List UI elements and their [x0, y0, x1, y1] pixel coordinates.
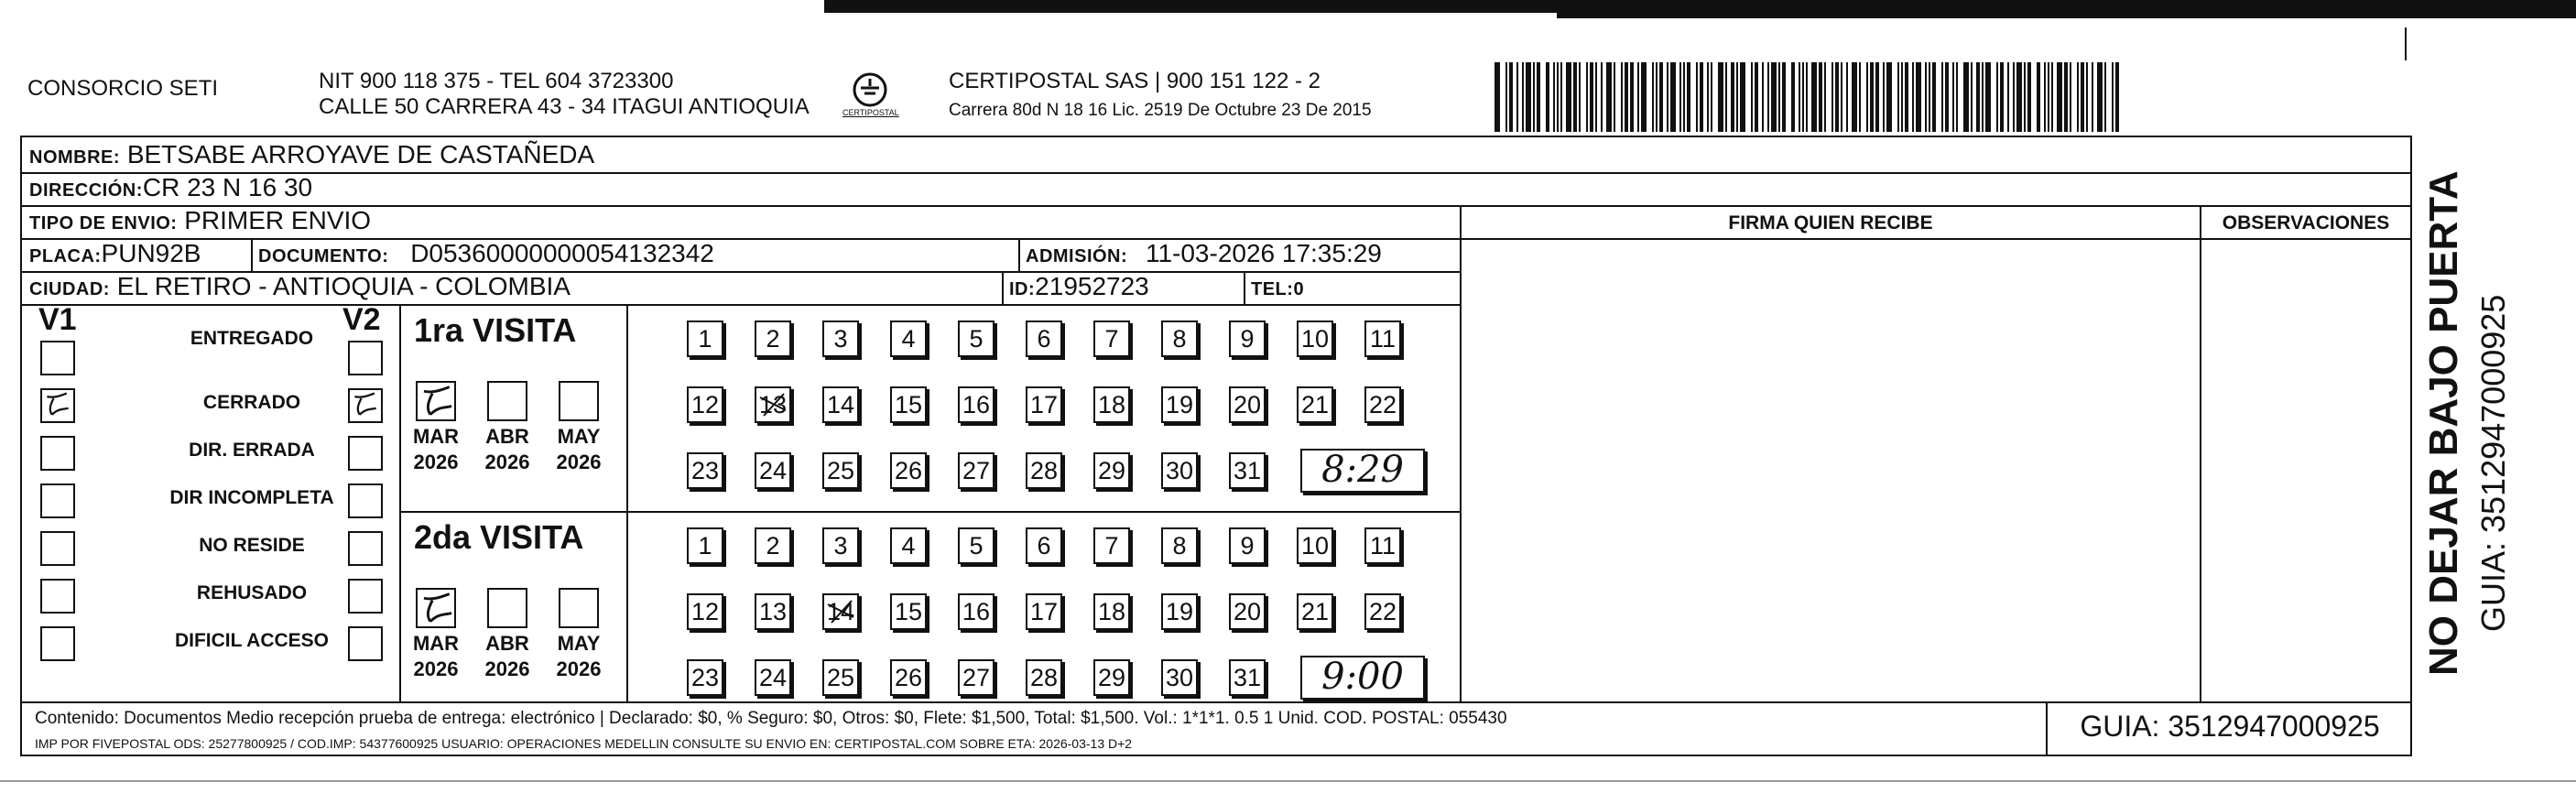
direccion-value: CR 23 N 16 30	[142, 173, 313, 201]
day-box: 12	[687, 593, 723, 630]
barcode-bar	[1625, 62, 1628, 132]
tel-field	[1251, 271, 1304, 305]
ciudad-label: CIUDAD:	[29, 279, 110, 299]
barcode-bar	[1791, 62, 1795, 132]
barcode-bar	[1718, 62, 1723, 132]
v2-header: V2	[342, 302, 381, 337]
barcode-bar	[1711, 62, 1712, 132]
barcode-bar	[1553, 62, 1555, 132]
month-checkbox	[487, 588, 527, 628]
day-box: 10	[1297, 320, 1333, 357]
barcode-bar	[1932, 62, 1936, 132]
barcode-bar	[2104, 62, 2106, 132]
day-box: 7	[1093, 320, 1130, 357]
barcode-bar	[1952, 62, 1954, 132]
month-year: 2026	[413, 657, 459, 680]
status-v2-checkbox	[348, 483, 383, 518]
barcode-bar	[1841, 62, 1842, 132]
barcode-bar	[1866, 62, 1868, 132]
status-v2-checkbox	[348, 626, 383, 661]
day-box: 24	[755, 659, 791, 696]
month-label: MAY	[557, 632, 601, 655]
status-label: DIFICIL ACCESO	[174, 630, 329, 651]
status-v1-checkbox	[40, 579, 75, 614]
day-box: 22	[1364, 593, 1401, 630]
month-checkbox	[487, 381, 527, 421]
barcode-bar	[1667, 62, 1668, 132]
barcode-bar	[1846, 62, 1848, 132]
barcode-bar	[1912, 62, 1914, 132]
barcode-bar	[1782, 62, 1786, 132]
day-box: 19	[1161, 386, 1198, 423]
barcode-bar	[1522, 62, 1524, 132]
status-v2-checkbox	[348, 531, 383, 566]
status-label: DIR INCOMPLETA	[169, 487, 334, 508]
barcode-bar	[2092, 62, 2093, 132]
barcode-bar	[1505, 62, 1507, 132]
barcode-bar	[1799, 62, 1800, 132]
day-box: 3	[822, 320, 859, 357]
month-label: ABR	[485, 425, 529, 448]
barcode-bar	[1579, 62, 1581, 132]
day-box: 21	[1297, 386, 1333, 423]
barcode-bar	[1537, 62, 1540, 132]
barcode-bar	[1687, 62, 1690, 132]
direccion-field	[29, 172, 312, 206]
tel-label: TEL:	[1251, 279, 1294, 299]
barcode-bar	[1982, 62, 1984, 132]
day-box: 17	[1026, 386, 1062, 423]
barcode-bar	[1533, 62, 1535, 132]
barcode-bar	[1590, 62, 1593, 132]
tel-value: 0	[1293, 279, 1305, 299]
month-year: 2026	[556, 451, 602, 473]
day-box: 23	[687, 659, 723, 696]
barcode-bar	[1696, 62, 1698, 132]
day-box: 17	[1026, 593, 1062, 630]
barcode-bar	[2027, 62, 2031, 132]
firma-header: FIRMA QUIEN RECIBE	[1728, 212, 1933, 234]
barcode-bar	[1659, 62, 1663, 132]
tipo-envio-label: TIPO DE ENVIO:	[29, 213, 178, 234]
top-edge-rule-lower	[1557, 13, 2576, 18]
barcode-bar	[1886, 62, 1892, 132]
day-box: 8	[1161, 320, 1198, 357]
barcode-bar	[1606, 62, 1612, 132]
barcode-bar	[1679, 62, 1681, 132]
barcode-bar	[1670, 62, 1676, 132]
barcode-bar	[1971, 62, 1973, 132]
barcode-bar	[1656, 62, 1658, 132]
barcode-bar	[1771, 62, 1777, 132]
barcode-bar	[2024, 62, 2026, 132]
status-label: ENTREGADO	[190, 328, 314, 349]
barcode-bar	[1963, 62, 1969, 132]
month-label: MAR	[412, 425, 460, 448]
placa-value: PUN92B	[101, 239, 201, 267]
admision-label: ADMISIÓN:	[1026, 246, 1128, 266]
placa-field	[29, 238, 201, 272]
day-box: 14	[822, 593, 859, 630]
day-box: 1	[687, 527, 723, 564]
barcode-bar	[1573, 62, 1577, 132]
barcode-bar	[1614, 62, 1615, 132]
guia-number: GUIA: 3512947000925	[2046, 701, 2412, 755]
month-label: MAR	[412, 632, 460, 655]
barcode-bar	[1985, 62, 1991, 132]
day-box: 4	[890, 320, 927, 357]
day-box: 14	[822, 386, 859, 423]
month-year: 2026	[484, 451, 530, 473]
side-notice: NO DEJAR BAJO PUERTA	[2421, 170, 2466, 676]
status-v2-checkbox	[348, 436, 383, 471]
day-box: 26	[890, 452, 927, 489]
day-box: 27	[958, 452, 995, 489]
nombre-field	[29, 139, 594, 173]
status-v1-checkbox	[40, 626, 75, 661]
barcode-bar	[1601, 62, 1603, 132]
visit-title: 1ra VISITA	[414, 311, 577, 349]
visit-title: 2da VISITA	[414, 518, 584, 556]
month-checkbox	[559, 381, 599, 421]
day-box: 20	[1229, 593, 1266, 630]
barcode-bar	[1641, 62, 1647, 132]
barcode-bar	[1835, 62, 1839, 132]
month-year: 2026	[556, 657, 602, 680]
barcode-bar	[1901, 62, 1903, 132]
barcode-bar	[2112, 62, 2114, 132]
barcode-bar	[2048, 62, 2049, 132]
barcode-bar	[1557, 62, 1559, 132]
barcode-bar	[1852, 62, 1857, 132]
day-box: 16	[958, 386, 995, 423]
barcode-bar	[1652, 62, 1654, 132]
admision-field	[1026, 238, 1382, 272]
day-box: 8	[1161, 527, 1198, 564]
barcode-bar	[1637, 62, 1639, 132]
barcode-bar	[1683, 62, 1685, 132]
barcode-bar	[1736, 62, 1738, 132]
day-box: 4	[890, 527, 927, 564]
barcode-bar	[1802, 62, 1804, 132]
day-box: 28	[1026, 659, 1062, 696]
barcode-bar	[1831, 62, 1833, 132]
v1-header: V1	[38, 302, 77, 337]
month-label: MAY	[557, 425, 601, 448]
day-box: 6	[1026, 527, 1062, 564]
day-box: 28	[1026, 452, 1062, 489]
barcode-bar	[1811, 62, 1817, 132]
ciudad-field	[29, 271, 571, 305]
barcode-bar	[1516, 62, 1518, 132]
bottom-edge-rule	[0, 780, 2576, 782]
day-box: 12	[687, 386, 723, 423]
day-box: 9	[1229, 320, 1266, 357]
address-line: CALLE 50 CARRERA 43 - 34 ITAGUI ANTIOQUIA	[319, 94, 810, 119]
visit-time: 9:00	[1300, 656, 1425, 700]
day-box: 1	[687, 320, 723, 357]
day-box: 10	[1297, 527, 1333, 564]
barcode-bar	[1566, 62, 1571, 132]
barcode-bar	[2007, 62, 2009, 132]
day-box: 31	[1229, 452, 1266, 489]
barcode-bar	[1806, 62, 1808, 132]
day-box: 5	[958, 320, 995, 357]
barcode-bar	[1725, 62, 1727, 132]
barcode-bar	[1819, 62, 1822, 132]
day-box: 13	[755, 593, 791, 630]
status-v1-checkbox	[40, 483, 75, 518]
barcode-bar	[1778, 62, 1780, 132]
day-box: 26	[890, 659, 927, 696]
certipostal-logo	[842, 71, 897, 126]
month-year: 2026	[413, 451, 459, 473]
barcode-bar	[1929, 62, 1930, 132]
barcode-bar	[2081, 62, 2084, 132]
day-box: 23	[687, 452, 723, 489]
month-checkbox	[416, 381, 456, 421]
id-label: ID:	[1009, 279, 1036, 299]
status-v1-checkbox	[40, 341, 75, 375]
day-box: 27	[958, 659, 995, 696]
barcode-bar	[1941, 62, 1943, 132]
direccion-label: DIRECCIÓN:	[29, 180, 143, 201]
day-box: 18	[1093, 386, 1130, 423]
barcode-bar	[2064, 62, 2068, 132]
barcode-bar	[1996, 62, 1998, 132]
tracking-barcode	[1495, 62, 2125, 132]
barcode-bar	[2016, 62, 2022, 132]
status-v2-checkbox	[348, 341, 383, 375]
barcode-bar	[2070, 62, 2071, 132]
barcode-bar	[2044, 62, 2046, 132]
barcode-bar	[1560, 62, 1562, 132]
day-box: 6	[1026, 320, 1062, 357]
day-box: 2	[755, 320, 791, 357]
barcode-bar	[1875, 62, 1879, 132]
observaciones-header: OBSERVACIONES	[2222, 212, 2390, 234]
day-box: 5	[958, 527, 995, 564]
day-box: 19	[1161, 593, 1198, 630]
barcode-bar	[2037, 62, 2040, 132]
month-checkbox	[416, 588, 456, 628]
barcode-bar	[1595, 62, 1597, 132]
day-box: 21	[1297, 593, 1333, 630]
documento-field	[258, 238, 714, 272]
barcode-bar	[1707, 62, 1709, 132]
footer-imp-line: IMP POR FIVEPOSTAL ODS: 25277800925 / COD.IMP: 54377600925 USUARIO: OPERACIONES MEDELLIN CONSULTE SU ENVIO EN: CERTIPOSTAL.COM SOBRE ETA: 2026-03-13 D+2	[35, 736, 1133, 751]
day-box: 30	[1161, 452, 1198, 489]
side-guia: GUIA: 3512947000925	[2474, 294, 2512, 632]
barcode-bar	[2000, 62, 2004, 132]
status-label: DIR. ERRADA	[189, 440, 315, 461]
status-label: NO RESIDE	[199, 535, 305, 556]
barcode-bar	[2077, 62, 2079, 132]
barcode-bar	[1883, 62, 1885, 132]
day-box: 2	[755, 527, 791, 564]
barcode-bar	[1621, 62, 1623, 132]
barcode-bar	[2013, 62, 2015, 132]
ciudad-value: EL RETIRO - ANTIOQUIA - COLOMBIA	[116, 272, 571, 300]
edge-tick	[2405, 27, 2407, 60]
footer-contents: Contenido: Documentos Medio recepción prueba de entrega: electrónico | Declarado: $0, % Seguro: $0, Otros: $0, Flete: $1,500, Total: $1,500. Vol.: 1*1*1. 0.5 1 Unid. COD. POSTAL: 055430	[35, 709, 1507, 728]
tipo-envio-field	[29, 205, 371, 239]
day-box: 31	[1229, 659, 1266, 696]
day-box: 24	[755, 452, 791, 489]
month-label: ABR	[485, 632, 529, 655]
day-box: 15	[890, 386, 927, 423]
day-box: 29	[1093, 452, 1130, 489]
barcode-bar	[1755, 62, 1758, 132]
day-box: 3	[822, 527, 859, 564]
carrier-line: CERTIPOSTAL SAS | 900 151 122 - 2	[949, 69, 1321, 93]
delivery-form	[20, 136, 2412, 756]
day-box: 7	[1093, 527, 1130, 564]
nombre-value: BETSABE ARROYAVE DE CASTAÑEDA	[126, 140, 595, 168]
nombre-label: NOMBRE:	[29, 147, 121, 168]
status-label: CERRADO	[202, 392, 301, 413]
barcode-bar	[1762, 62, 1764, 132]
barcode-bar	[1751, 62, 1753, 132]
documento-label: DOCUMENTO:	[258, 246, 389, 266]
status-label: REHUSADO	[196, 582, 308, 603]
month-year: 2026	[484, 657, 530, 680]
barcode-bar	[1509, 62, 1513, 132]
day-box: 11	[1364, 527, 1401, 564]
barcode-bar	[2097, 62, 2103, 132]
logo-text: CERTIPOSTAL	[842, 108, 899, 117]
nit-line: NIT 900 118 375 - TEL 604 3723300	[319, 69, 674, 93]
visit-time: 8:29	[1300, 449, 1425, 493]
status-v2-checkbox	[348, 388, 383, 423]
day-box: 18	[1093, 593, 1130, 630]
day-box: 29	[1093, 659, 1130, 696]
barcode-bar	[2086, 62, 2088, 132]
barcode-bar	[1859, 62, 1861, 132]
status-v1-checkbox	[40, 388, 75, 423]
postal-logo-icon	[852, 71, 888, 108]
barcode-bar	[2051, 62, 2053, 132]
day-box: 20	[1229, 386, 1266, 423]
day-box: 9	[1229, 527, 1266, 564]
day-box: 13	[755, 386, 791, 423]
barcode-bar	[1546, 62, 1549, 132]
id-value: 21952723	[1035, 272, 1149, 300]
admision-value: 11-03-2026 17:35:29	[1145, 239, 1382, 267]
barcode-bar	[2115, 62, 2119, 132]
barcode-bar	[1700, 62, 1703, 132]
barcode-bar	[1916, 62, 1921, 132]
barcode-bar	[1824, 62, 1826, 132]
barcode-bar	[1630, 62, 1634, 132]
barcode-bar	[1976, 62, 1980, 132]
barcode-bar	[1956, 62, 1958, 132]
documento-value: D05360000000054132342	[410, 239, 714, 267]
status-v2-checkbox	[348, 579, 383, 614]
barcode-bar	[1767, 62, 1769, 132]
barcode-bar	[1731, 62, 1734, 132]
barcode-bar	[1870, 62, 1874, 132]
barcode-bar	[1740, 62, 1745, 132]
day-box: 16	[958, 593, 995, 630]
day-box: 22	[1364, 386, 1401, 423]
day-box: 30	[1161, 659, 1198, 696]
barcode-bar	[1925, 62, 1927, 132]
tipo-envio-value: PRIMER ENVIO	[184, 206, 372, 234]
id-field	[1009, 271, 1149, 305]
barcode-bar	[1897, 62, 1899, 132]
status-v1-checkbox	[40, 531, 75, 566]
barcode-bar	[1495, 62, 1500, 132]
barcode-bar	[1945, 62, 1949, 132]
status-v1-checkbox	[40, 436, 75, 471]
day-box: 25	[822, 659, 859, 696]
placa-label: PLACA:	[29, 246, 102, 266]
month-checkbox	[559, 588, 599, 628]
company-name: CONSORCIO SETI	[27, 76, 219, 101]
barcode-bar	[2057, 62, 2062, 132]
barcode-bar	[1905, 62, 1908, 132]
day-box: 25	[822, 452, 859, 489]
barcode-bar	[1586, 62, 1588, 132]
barcode-bar	[1526, 62, 1531, 132]
license-line: Carrera 80d N 18 16 Lic. 2519 De Octubre 23 De 2015	[949, 101, 1372, 120]
top-edge-rule	[824, 0, 2576, 13]
day-box: 15	[890, 593, 927, 630]
day-box: 11	[1364, 320, 1401, 357]
